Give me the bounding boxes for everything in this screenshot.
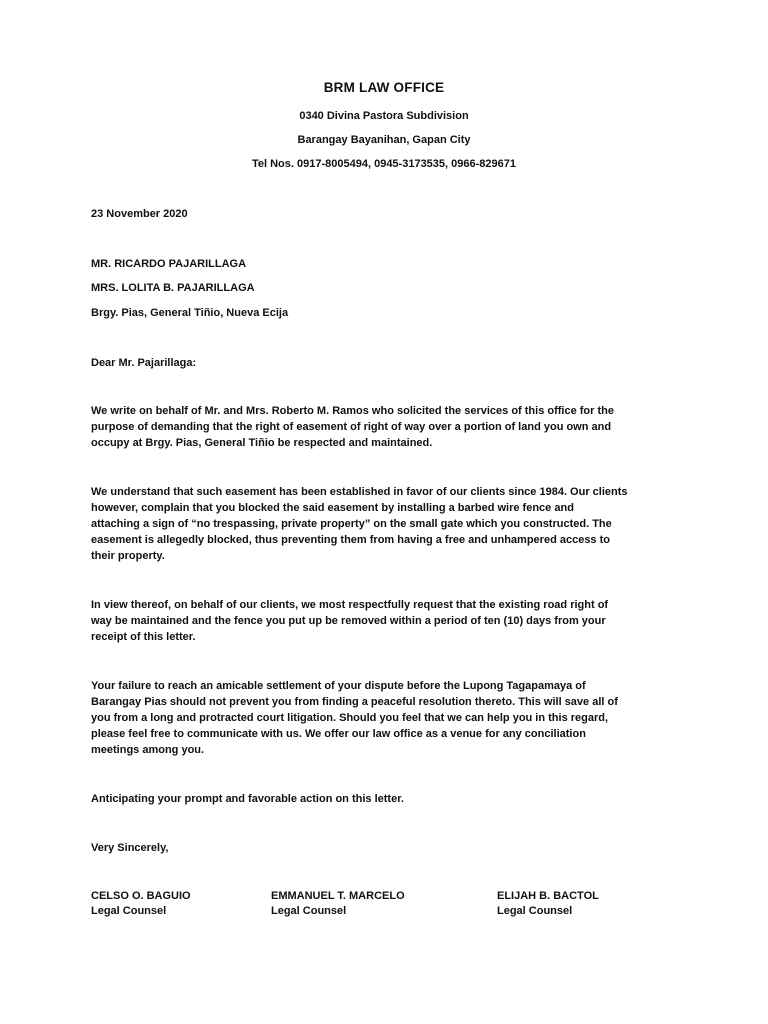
body-paragraph-4	[91, 678, 691, 758]
paragraph-line: We understand that such easement has been established in favor of our clients since 1984. Our clients	[91, 486, 628, 498]
paragraph-line: Your failure to reach an amicable settlement of your dispute before the Lupong Tagapamaya of	[91, 680, 586, 692]
address-line-2: Barangay Bayanihan, Gapan City	[297, 134, 471, 146]
recipient-name-2: MRS. LOLITA B. PAJARILLAGA	[91, 282, 255, 294]
phone-line: Tel Nos. 0917-8005494, 0945-3173535, 0966-829671	[251, 158, 516, 170]
paragraph-line: easement is allegedly blocked, thus preventing them from having a free and unhampered access to	[91, 534, 610, 546]
letter-date: 23 November 2020	[91, 208, 188, 220]
signatory-name: CELSO O. BAGUIO	[91, 890, 191, 902]
paragraph-line: We write on behalf of Mr. and Mrs. Roberto M. Ramos who solicited the services of this office for the	[91, 405, 614, 417]
paragraph-line: you from a long and protracted court litigation. Should you feel that we can help you in this regard,	[91, 712, 609, 724]
closing: Very Sincerely,	[91, 842, 169, 854]
signatory-title: Legal Counsel	[91, 905, 167, 917]
paragraph-line: occupy at Brgy. Pias, General Tiñio be respected and maintained.	[91, 437, 433, 449]
signatory-2	[271, 889, 405, 919]
paragraph-line: purpose of demanding that the right of easement of right of way over a portion of land you own and	[91, 421, 612, 433]
paragraph-line: please feel free to communicate with us. We offer our law office as a venue for any conciliation	[91, 728, 586, 740]
body-paragraph-5	[91, 791, 691, 807]
paragraph-line: receipt of this letter.	[91, 631, 196, 643]
paragraph-line: their property.	[91, 550, 165, 562]
salutation: Dear Mr. Pajarillaga:	[91, 357, 197, 369]
paragraph-line: In view thereof, on behalf of our clients, we most respectfully request that the existing road right of	[91, 599, 609, 611]
paragraph-line: Barangay Pias should not prevent you from finding a peaceful resolution thereto. This will save all of	[91, 696, 618, 708]
recipient-address: Brgy. Pias, General Tiñio, Nueva Ecija	[91, 307, 289, 319]
address-line-1: 0340 Divina Pastora Subdivision	[299, 110, 469, 122]
paragraph-line: attaching a sign of “no trespassing, private property” on the small gate which you constructed. The	[91, 518, 612, 530]
body-paragraph-3	[91, 597, 691, 645]
signatory-1	[91, 889, 191, 919]
recipient-name-1: MR. RICARDO PAJARILLAGA	[91, 258, 247, 270]
firm-name: BRM LAW OFFICE	[323, 80, 445, 95]
signatory-name: EMMANUEL T. MARCELO	[271, 890, 405, 902]
signatory-title: Legal Counsel	[497, 905, 573, 917]
signatory-title: Legal Counsel	[271, 905, 347, 917]
paragraph-line: however, complain that you blocked the said easement by installing a barbed wire fence and	[91, 502, 574, 514]
body-paragraph-1	[91, 403, 691, 451]
paragraph-line: meetings among you.	[91, 744, 205, 756]
paragraph-line: way be maintained and the fence you put up be removed within a period of ten (10) days from your	[91, 615, 606, 627]
signatory-3	[497, 889, 599, 919]
paragraph-line: Anticipating your prompt and favorable action on this letter.	[91, 793, 404, 805]
body-paragraph-2	[91, 484, 691, 564]
signatory-name: ELIJAH B. BACTOL	[497, 890, 599, 902]
